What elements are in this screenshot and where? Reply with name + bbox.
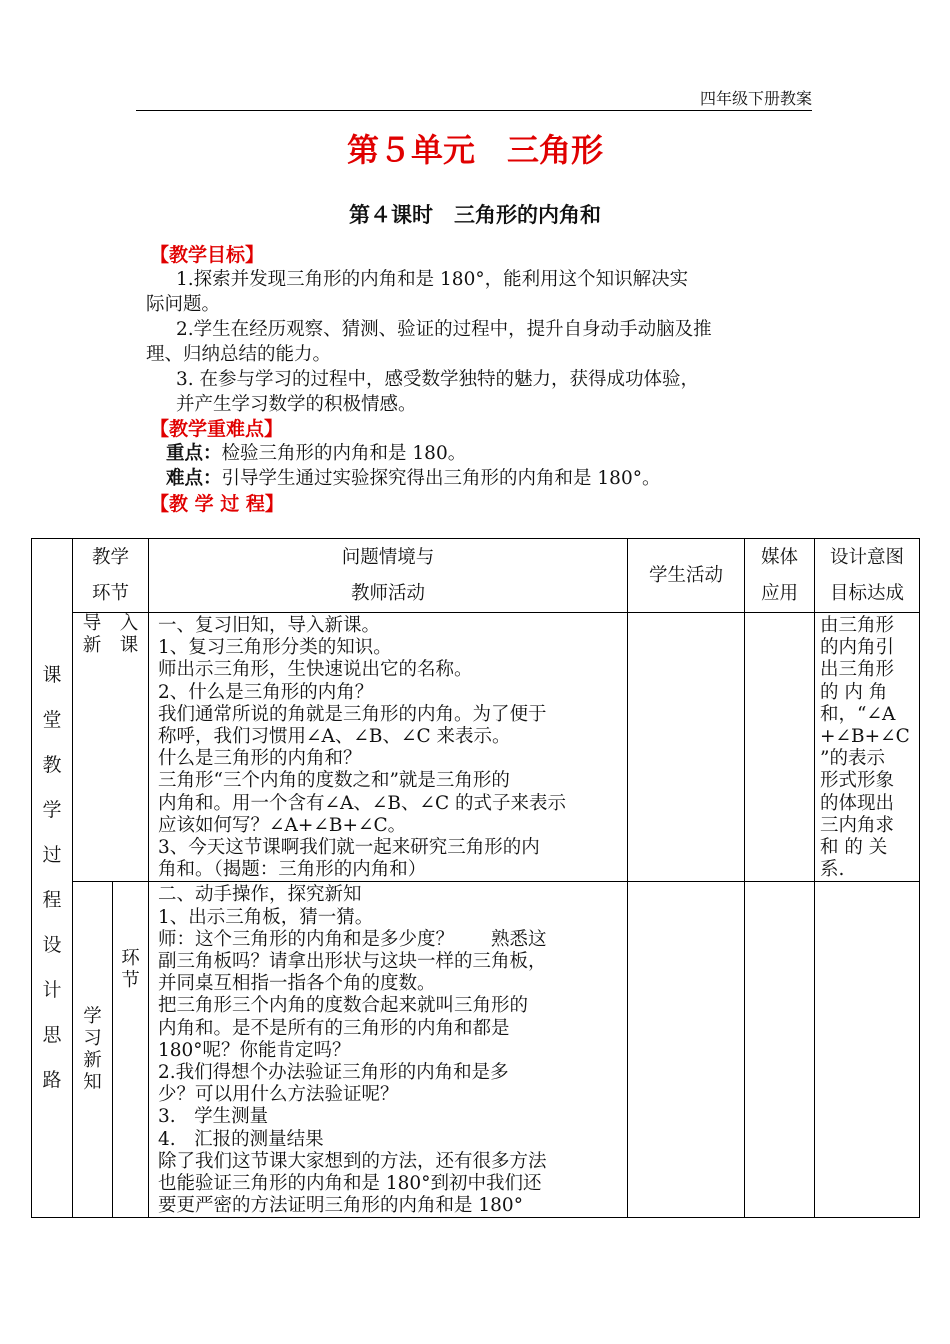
row2-line: 师：这个三角形的内角和是多少度？ 熟悉这 (158, 928, 547, 950)
process-heading: 【教 学 过 程】 (150, 493, 284, 515)
lesson-title: 第４课时 三角形的内角和 (349, 202, 601, 227)
row1-media (745, 613, 815, 882)
row1-stage (73, 613, 149, 882)
row1-design-line: 出三角形 (820, 659, 895, 681)
row2-line: 副三角板吗？请拿出形状与这块一样的三角板， (158, 951, 547, 973)
row2-stage-a-text: 学习新知 (83, 1005, 102, 1093)
row2-stage-b (113, 882, 149, 1218)
header-media-l1: 媒体 (760, 546, 798, 568)
objective-line-2: 际问题。 (146, 294, 221, 315)
objectives-heading: 【教学目标】 (150, 244, 265, 266)
row2-media (745, 882, 815, 1218)
header-activity-l2: 教师活动 (350, 582, 425, 604)
difficult-text: 引导学生通过实验探究得出三角形的内角和是 180°。 (221, 468, 661, 489)
key-label: 重点： (166, 443, 222, 464)
side-label-cell (32, 539, 73, 1218)
row2-student (628, 882, 745, 1218)
row1-student (628, 613, 745, 882)
row1-line: 一、复习旧知，导入新课。 (158, 615, 381, 636)
row2-line: 1、出示三角板，猜一猜。 (158, 906, 374, 928)
row2-line: 要更严密的方法证明三角形的内角和是 180° (158, 1195, 523, 1217)
difficult-label: 难点： (166, 468, 222, 489)
row1-line: 3、今天这节课啊我们就一起来研究三角形的内 (158, 837, 540, 859)
page-header (136, 88, 812, 111)
difficult-point-line (166, 466, 660, 491)
doc-label: 四年级下册教案 (699, 89, 812, 108)
row1-design-line: 形式形象 (820, 770, 895, 792)
header-student: 学生活动 (628, 539, 745, 613)
row1-line: 什么是三角形的内角和？ (158, 748, 362, 770)
row1-line: 师出示三角形，生快速说出它的名称。 (158, 659, 473, 681)
header-activity (149, 539, 628, 613)
row1-line: 我们通常所说的角就是三角形的内角。为了便于 (158, 703, 547, 725)
row2-line: 4. 汇报的测量结果 (158, 1128, 324, 1150)
row1-design-line: 的体现出 (820, 792, 895, 814)
row2-line: 3. 学生测量 (158, 1106, 269, 1128)
row2-line: 并同桌互相指一指各个角的度数。 (158, 973, 436, 995)
header-design-l2: 目标达成 (829, 582, 904, 604)
key-text: 检验三角形的内角和是 180。 (221, 443, 467, 464)
objective-line-3: 2.学生在经历观察、猜测、验证的过程中，提升自身动手动脑及推 (176, 319, 712, 340)
header-design (815, 539, 920, 613)
header-design-l1: 设计意图 (829, 546, 904, 568)
key-points-heading: 【教学重难点】 (150, 418, 284, 440)
row1-design-line: +∠B+∠C (820, 726, 910, 748)
row2-line: 除了我们这节课大家想到的方法，还有很多方法 (158, 1150, 547, 1172)
header-stage-text: 教学环节 (91, 546, 129, 604)
row2-design (815, 882, 920, 1218)
row1-design-line: ”的表示 (820, 748, 885, 770)
row1-design-line: 由三角形 (820, 615, 895, 636)
side-label: 课堂教学过程设计思路 (42, 664, 62, 1092)
row2-stage-a (73, 882, 113, 1218)
row1-design-line: 和，“∠A (820, 703, 896, 725)
lesson-process-table (31, 538, 920, 1218)
header-activity-l1: 问题情境与 (341, 546, 435, 568)
row1-activity (149, 613, 628, 882)
row1-line: 内角和。用一个含有∠A、∠B、∠C 的式子来表示 (158, 792, 566, 814)
row1-design-line: 和 的 关 (820, 837, 888, 859)
row1-line: 三角形“三个内角的度数之和”就是三角形的 (158, 770, 510, 792)
row2-line: 把三角形三个内角的度数合起来就叫三角形的 (158, 995, 529, 1017)
row2-activity (149, 882, 628, 1218)
row2-line: 2.我们得想个办法验证三角形的内角和是多 (158, 1062, 509, 1084)
objective-line-1: 1.探索并发现三角形的内角和是 180°，能利用这个知识解决实 (176, 269, 689, 290)
header-media (745, 539, 815, 613)
row1-line: 角和。（揭题：三角形的内角和） (158, 859, 427, 881)
row1-design-line: 系. (820, 859, 845, 881)
row1-design (815, 613, 920, 882)
row2-line: 也能验证三角形的内角和是 180°到初中我们还 (158, 1173, 542, 1195)
row2-line: 180°呢？你能肯定吗？ (158, 1039, 351, 1061)
objective-line-6: 并产生学习数学的积极情感。 (176, 394, 417, 415)
row1-line: 2、什么是三角形的内角？ (158, 681, 374, 703)
header-media-l2: 应用 (760, 582, 798, 604)
row1-design-line: 三内角求 (820, 814, 895, 836)
row1-design-line: 的内角引 (820, 637, 895, 659)
row1-stage-l2: 新 课 (82, 635, 139, 656)
objective-line-4: 理、归纳总结的能力。 (146, 344, 332, 365)
row2-line: 少？可以用什么方法验证呢？ (158, 1084, 399, 1106)
row1-stage-l1: 导 入 (82, 613, 139, 634)
unit-title: 第５单元 三角形 (346, 131, 603, 169)
row1-line: 称呼，我们习惯用∠A、∠B、∠C 来表示。 (158, 726, 511, 748)
key-point-line (166, 441, 466, 466)
row1-line: 1、复习三角形分类的知识。 (158, 637, 392, 659)
header-stage (73, 539, 149, 613)
objective-line-5: 3. 在参与学习的过程中，感受数学独特的魅力，获得成功体验， (176, 369, 700, 390)
row2-line: 二、动手操作，探究新知 (158, 884, 362, 906)
row2-line: 内角和。是不是所有的三角形的内角和都是 (158, 1017, 510, 1039)
row2-stage-b-text: 环节 (121, 948, 140, 992)
row1-design-line: 的 内 角 (820, 681, 888, 703)
row1-line: 应该如何写？∠A+∠B+∠C。 (158, 814, 407, 836)
